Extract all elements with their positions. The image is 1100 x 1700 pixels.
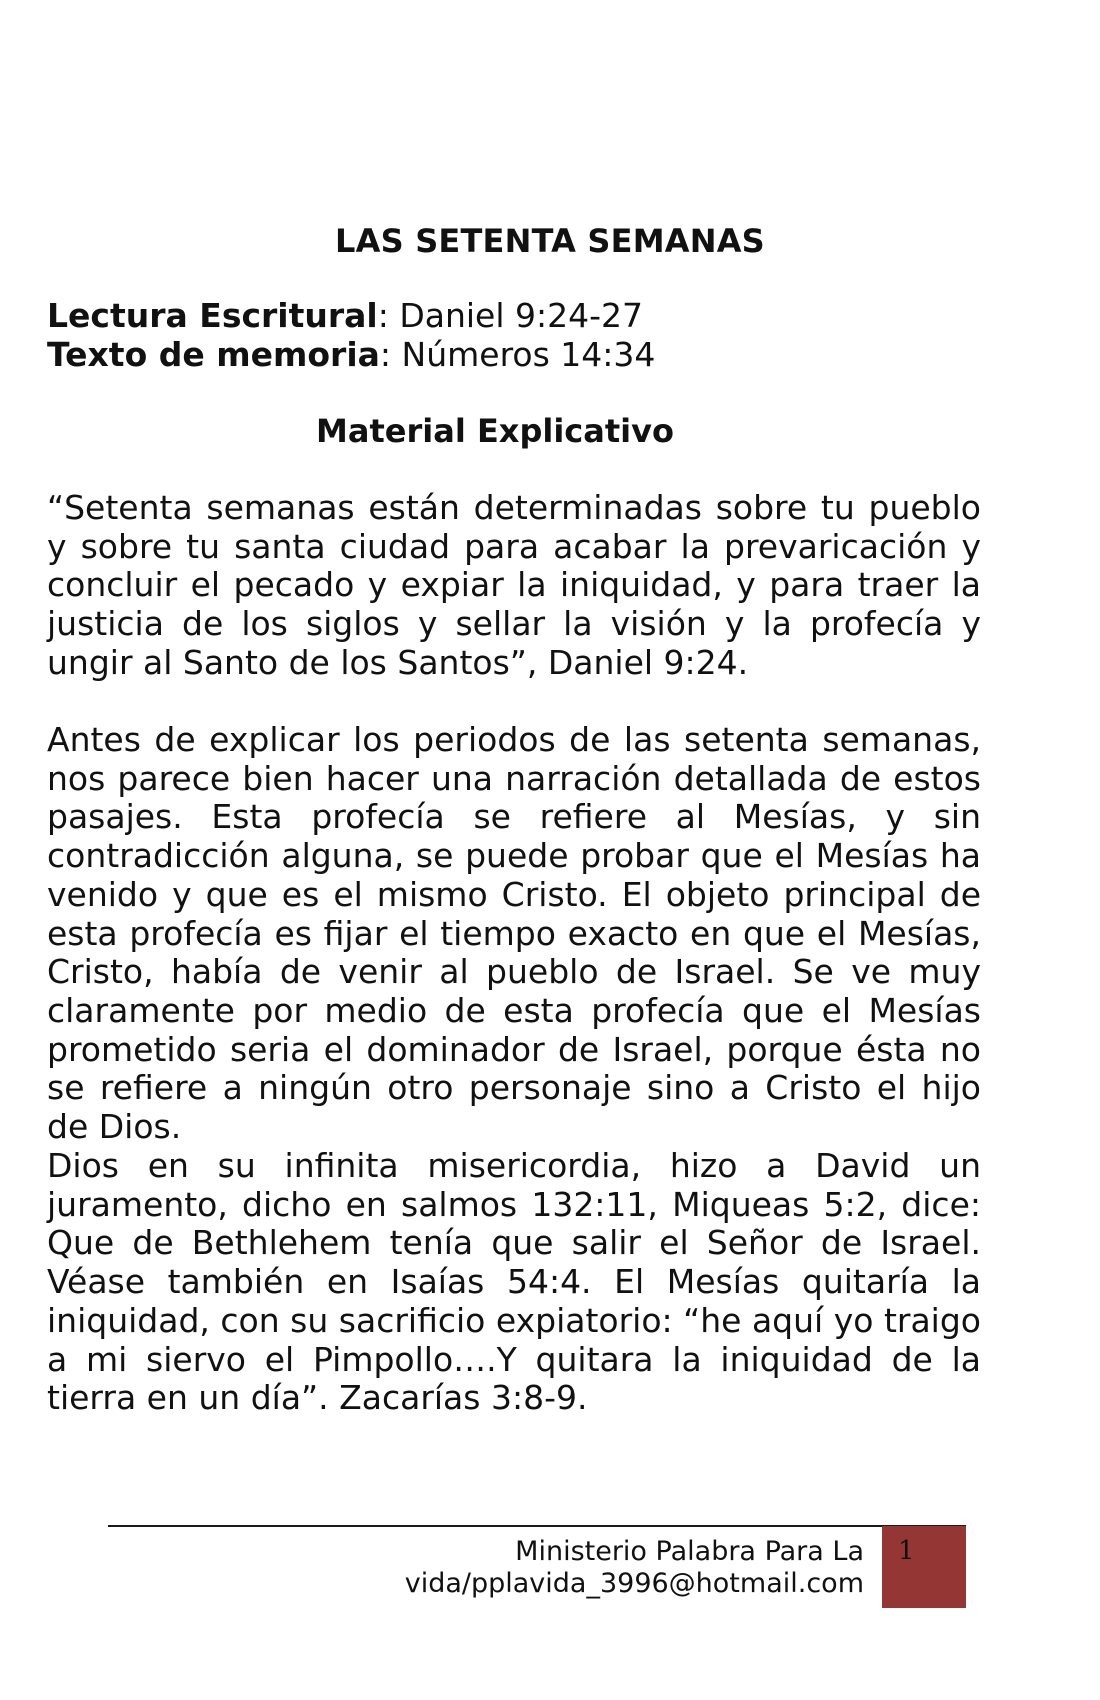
page-number-box [882, 1526, 966, 1608]
reference-block [47, 296, 655, 374]
footer-line-2: vida/pplavida_3996@hotmail.com [404, 1568, 864, 1599]
reading-line [47, 296, 655, 335]
reading-value: : Daniel 9:24-27 [377, 296, 644, 335]
paragraph-intro: Antes de explicar los periodos de las setenta semanas, nos parece bien hacer una narración detallada de estos pasajes. Esta profecía se refiere al Mesías, y sin contradicción alguna, se puede probar que el Mesías ha venido y que es el mismo Cristo. El objeto principal de esta profecía es fijar el tiempo exacto en que el Mesías, Cristo, había de venir al pueblo de Israel. Se ve muy claramente por medio de esta profecía que el Mesías prometido seria el dominador de Israel, porque ésta no se refiere a ningún otro personaje sino a Cristo el hijo de Dios. [47, 720, 981, 1147]
page-number: 1 [898, 1536, 915, 1566]
section-heading: Material Explicativo [316, 412, 674, 450]
memory-label: Texto de memoria [47, 335, 380, 374]
paragraph-quote: “Setenta semanas están determinadas sobre tu pueblo y sobre tu santa ciudad para acabar la prevaricación y concluir el pecado y expiar la iniquidad, y para traer la justicia de los siglos y sellar la visión y la profecía y ungir al Santo de los Santos”, Daniel 9:24. [47, 488, 981, 682]
reading-label: Lectura Escritural [47, 296, 378, 335]
footer-text [264, 1536, 864, 1600]
footer-line-1: Ministerio Palabra Para La [515, 1536, 864, 1567]
paragraph-covenant: Dios en su infinita misericordia, hizo a David un juramento, dicho en salmos 132:11, Miqueas 5:2, dice: Que de Bethlehem tenía que salir el Señor de Israel. Véase también en Isaías 54:4. El Mesías quitaría la iniquidad, con su sacrificio expiatorio: “he aquí yo traigo a mi siervo el Pimpollo….Y quitara la iniquidad de la tierra en un día”. Zacarías 3:8-9. [47, 1146, 981, 1418]
memory-line [47, 335, 655, 374]
memory-value: : Números 14:34 [379, 335, 656, 374]
footer-divider [108, 1525, 966, 1527]
document-title: LAS SETENTA SEMANAS [335, 222, 765, 260]
